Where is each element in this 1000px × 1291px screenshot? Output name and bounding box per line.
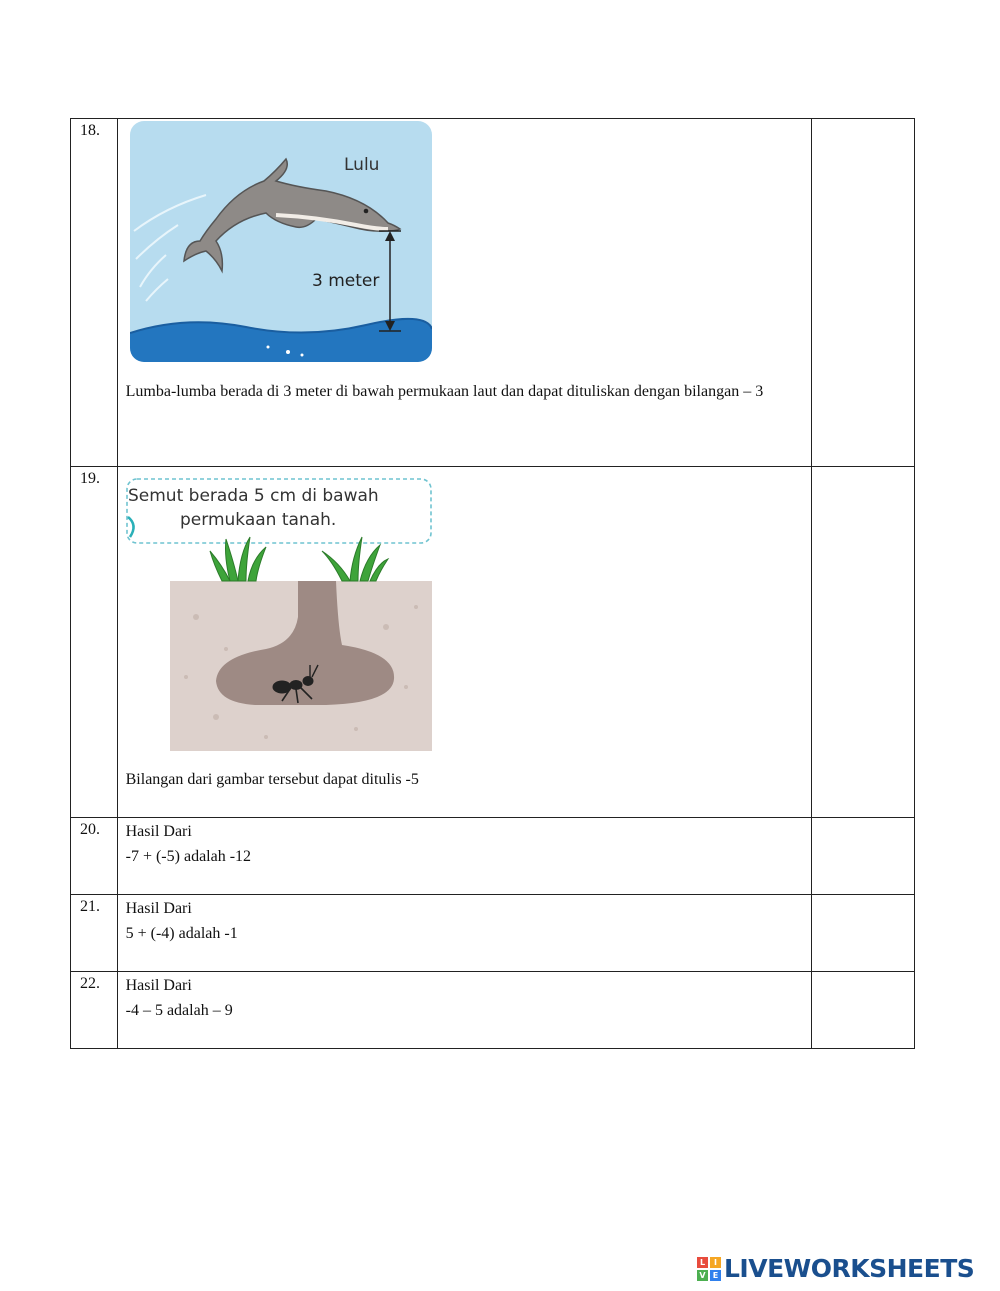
question-number: 20.	[71, 818, 118, 895]
question-content	[117, 818, 812, 895]
logo-letter: V	[697, 1270, 708, 1281]
logo-letter: E	[710, 1270, 721, 1281]
callout-text-line1: Semut berada 5 cm di bawah	[127, 486, 379, 506]
question-number: 21.	[71, 895, 118, 972]
logo-letter: L	[697, 1257, 708, 1268]
callout-text-line2: permukaan tanah.	[179, 510, 336, 530]
answer-cell[interactable]	[812, 467, 915, 818]
liveworksheets-logo-icon	[697, 1257, 721, 1281]
question-content	[117, 119, 812, 467]
question-row-22	[71, 972, 915, 1049]
brand-name: LIVEWORKSHEETS	[724, 1254, 975, 1283]
question-line2: 5 + (-4) adalah -1	[125, 925, 238, 942]
answer-cell[interactable]	[812, 972, 915, 1049]
depth-measure-label: 3 meter	[311, 271, 379, 291]
question-content	[117, 467, 812, 818]
dolphin-name-label: Lulu	[343, 155, 380, 175]
question-line1: Hasil Dari	[125, 900, 192, 917]
question-number: 22.	[71, 972, 118, 1049]
ant-illustration	[126, 467, 486, 753]
dolphin-illustration	[126, 119, 438, 367]
question-line2: -4 – 5 adalah – 9	[125, 1002, 233, 1019]
answer-cell[interactable]	[812, 895, 915, 972]
question-content	[117, 895, 812, 972]
question-line2: -7 + (-5) adalah -12	[125, 848, 252, 865]
logo-letter: I	[710, 1257, 721, 1268]
question-row-18	[71, 119, 915, 467]
question-content	[117, 972, 812, 1049]
question-statement: Bilangan dari gambar tersebut dapat ditulis -5	[125, 771, 419, 788]
question-line1: Hasil Dari	[125, 823, 192, 840]
question-row-21	[71, 895, 915, 972]
answer-cell[interactable]	[812, 119, 915, 467]
worksheet-table	[70, 118, 915, 1049]
question-line1: Hasil Dari	[125, 977, 192, 994]
question-row-20	[71, 818, 915, 895]
answer-cell[interactable]	[812, 818, 915, 895]
question-row-19	[71, 467, 915, 818]
liveworksheets-brand[interactable]	[697, 1254, 974, 1283]
question-number: 18.	[71, 119, 118, 467]
question-number: 19.	[71, 467, 118, 818]
question-statement: Lumba-lumba berada di 3 meter di bawah permukaan laut dan dapat dituliskan dengan bilangan – 3	[125, 383, 764, 400]
